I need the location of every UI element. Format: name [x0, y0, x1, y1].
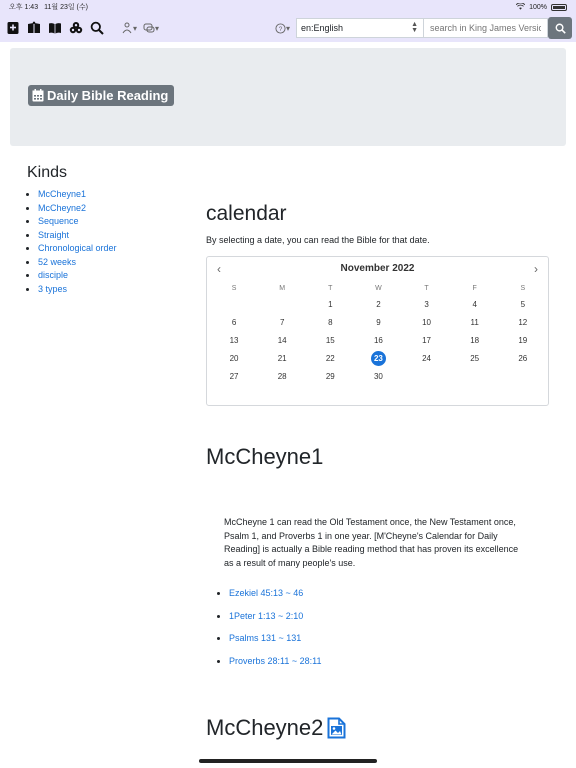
kinds-list-item [38, 256, 117, 270]
date-number: 4 [472, 299, 477, 309]
calendar-description: By selecting a date, you can read the Bible for that date. [206, 235, 430, 245]
reading-item [229, 611, 321, 634]
kind-link-chronological[interactable]: Chronological order [38, 243, 117, 253]
empty-date-cell [499, 367, 547, 385]
mccheyne1-heading: McCheyne1 [206, 444, 324, 469]
page-title: Daily Bible Reading [47, 88, 169, 103]
kind-link-disciple[interactable]: disciple [38, 270, 69, 280]
date-number: 3 [424, 299, 429, 309]
reading-item [229, 656, 321, 679]
mccheyne1-readings [229, 588, 321, 678]
svg-text:?: ? [278, 25, 283, 33]
reading-link[interactable]: Psalms 131 ~ 131 [229, 633, 302, 644]
date-cell[interactable] [499, 331, 547, 349]
mccheyne2-heading [206, 715, 346, 741]
kind-link-52-weeks[interactable]: 52 weeks [38, 256, 77, 267]
kind-link-mccheyne1[interactable]: McCheyne1 [38, 189, 87, 199]
mccheyne2-title: McCheyne2 [206, 715, 324, 740]
empty-date-cell [258, 295, 306, 313]
date-cell[interactable] [499, 349, 547, 367]
date-number: 17 [422, 335, 432, 345]
search-input[interactable] [424, 18, 548, 38]
bible-add-icon[interactable] [4, 19, 22, 37]
date-cell[interactable] [354, 295, 402, 313]
date-cell[interactable] [210, 367, 258, 385]
weekday-label: S [520, 284, 526, 292]
date-number: 27 [229, 371, 239, 381]
date-cell[interactable] [210, 331, 258, 349]
date-picker [206, 256, 549, 406]
kind-link-3-types[interactable]: 3 types [38, 283, 68, 294]
date-cell[interactable] [354, 313, 402, 331]
date-number: 5 [520, 299, 526, 309]
reading-item [229, 588, 321, 611]
page-title-badge[interactable] [28, 85, 174, 106]
date-cell[interactable] [306, 331, 354, 349]
reading-link[interactable]: Ezekiel 45:13 ~ 46 [229, 588, 304, 598]
date-cell[interactable] [403, 313, 451, 331]
empty-date-cell [451, 367, 499, 385]
week-row [210, 331, 547, 349]
date-cell[interactable] [306, 295, 354, 313]
kinds-list-item [38, 283, 117, 297]
wifi-icon [516, 3, 525, 12]
empty-date-cell [210, 295, 258, 313]
date-cell[interactable] [306, 313, 354, 331]
date-cell[interactable] [306, 367, 354, 385]
date-number: 14 [277, 335, 287, 345]
home-indicator[interactable] [199, 759, 377, 763]
weekday-label: M [279, 284, 286, 292]
selected-date-cell[interactable] [354, 349, 402, 367]
date-number: 13 [229, 335, 239, 345]
battery-icon [551, 4, 567, 11]
date-number: 1 [328, 299, 333, 309]
date-number: 26 [518, 353, 528, 363]
search-button-icon [555, 23, 566, 34]
book-open-icon[interactable] [25, 19, 43, 37]
search-icon[interactable] [88, 19, 106, 37]
date-number: 15 [325, 335, 335, 345]
book-icon[interactable] [46, 19, 64, 37]
date-number: 16 [373, 335, 383, 345]
date-cell[interactable] [306, 349, 354, 367]
date-cell[interactable] [258, 313, 306, 331]
date-number: 29 [325, 371, 335, 381]
language-select-value: en:English [301, 23, 344, 33]
date-cell[interactable] [403, 295, 451, 313]
week-row [210, 349, 547, 367]
date-cell[interactable] [258, 349, 306, 367]
date-number: 18 [470, 335, 480, 345]
kinds-list-item [38, 215, 117, 229]
previous-month-icon[interactable]: ‹ [217, 262, 221, 276]
date-cell[interactable] [403, 331, 451, 349]
kinds-list-item [38, 269, 117, 283]
reading-link[interactable]: Proverbs 28:11 ~ 28:11 [229, 655, 322, 666]
date-cell[interactable] [451, 349, 499, 367]
date-cell[interactable] [210, 349, 258, 367]
date-number: 19 [518, 335, 528, 345]
week-row [210, 313, 547, 331]
week-row [210, 295, 547, 313]
kind-link-sequence[interactable]: Sequence [38, 216, 79, 226]
reading-item [229, 633, 321, 656]
date-number: 30 [373, 371, 383, 381]
status-bar [0, 0, 576, 14]
date-number: 24 [422, 353, 432, 363]
weekday-label: T [424, 284, 429, 292]
date-cell[interactable] [354, 331, 402, 349]
calendar-month-label: November 2022 [340, 263, 415, 274]
group-icon[interactable] [67, 19, 85, 37]
date-cell[interactable] [451, 313, 499, 331]
status-date: 11월 23일 (수) [44, 4, 88, 11]
mccheyne1-description: McCheyne 1 can read the Old Testament once, the New Testament once, Psalm 1, and Proverbs 1 in one year. [M'Cheyne's Calendar for Daily Reading] is actually a Bible reading method that has proven its excellence as a result of many people's use. [224, 517, 519, 568]
date-cell[interactable] [258, 367, 306, 385]
date-number: 22 [325, 353, 335, 363]
kind-link-straight[interactable]: Straight [38, 229, 70, 240]
header-banner [10, 48, 566, 146]
kind-link-mccheyne2[interactable]: McCheyne2 [38, 202, 87, 213]
select-arrows-icon: ▲ ▼ [411, 21, 418, 34]
date-number: 9 [376, 317, 381, 327]
date-number: 20 [229, 353, 239, 363]
date-number: 28 [277, 371, 287, 381]
status-time: 오후 1:43 [9, 4, 39, 11]
date-cell[interactable] [499, 313, 547, 331]
kinds-list-item [38, 188, 117, 202]
toolbar [0, 14, 576, 42]
date-number: 7 [279, 317, 285, 327]
date-cell[interactable] [451, 331, 499, 349]
battery-percent: 100% [529, 3, 547, 11]
date-number: 8 [328, 317, 333, 327]
kinds-list-item [38, 229, 117, 243]
calendar-heading: calendar [206, 202, 287, 225]
person-chevron-icon[interactable]: ▾ [121, 22, 137, 34]
search-button[interactable] [548, 17, 572, 39]
date-cell[interactable] [403, 349, 451, 367]
weekday-label: W [375, 284, 382, 292]
reading-link[interactable]: 1Peter 1:13 ~ 2:10 [229, 610, 304, 621]
language-select[interactable] [296, 18, 424, 38]
weekday-label: F [472, 284, 477, 292]
date-number: 25 [470, 353, 480, 363]
kinds-list-item [38, 202, 117, 216]
weekday-label: T [328, 284, 333, 292]
date-cell[interactable] [210, 313, 258, 331]
date-number: 21 [277, 353, 287, 363]
date-number: 23 [371, 351, 386, 366]
date-number: 2 [376, 299, 381, 309]
date-cell[interactable] [499, 295, 547, 313]
date-cell[interactable] [258, 331, 306, 349]
date-number: 12 [518, 317, 528, 327]
kinds-list [38, 188, 117, 296]
kinds-heading: Kinds [27, 164, 68, 181]
next-month-icon[interactable]: › [534, 262, 538, 276]
empty-date-cell [403, 367, 451, 385]
kinds-list-item [38, 242, 117, 256]
date-number: 6 [231, 317, 237, 327]
weekday-label: S [231, 284, 237, 292]
date-cell[interactable] [354, 367, 402, 385]
date-cell[interactable] [451, 295, 499, 313]
date-number: 10 [422, 317, 432, 327]
date-number: 11 [470, 317, 479, 327]
chat-chevron-icon[interactable]: ▾ [143, 22, 159, 34]
help-chevron-icon[interactable]: ? ▾ [275, 23, 290, 34]
calendar-grid [210, 281, 547, 385]
image-file-icon[interactable] [327, 717, 346, 739]
weekday-row [210, 281, 547, 295]
week-row [210, 367, 547, 385]
calendar-icon [32, 89, 44, 102]
